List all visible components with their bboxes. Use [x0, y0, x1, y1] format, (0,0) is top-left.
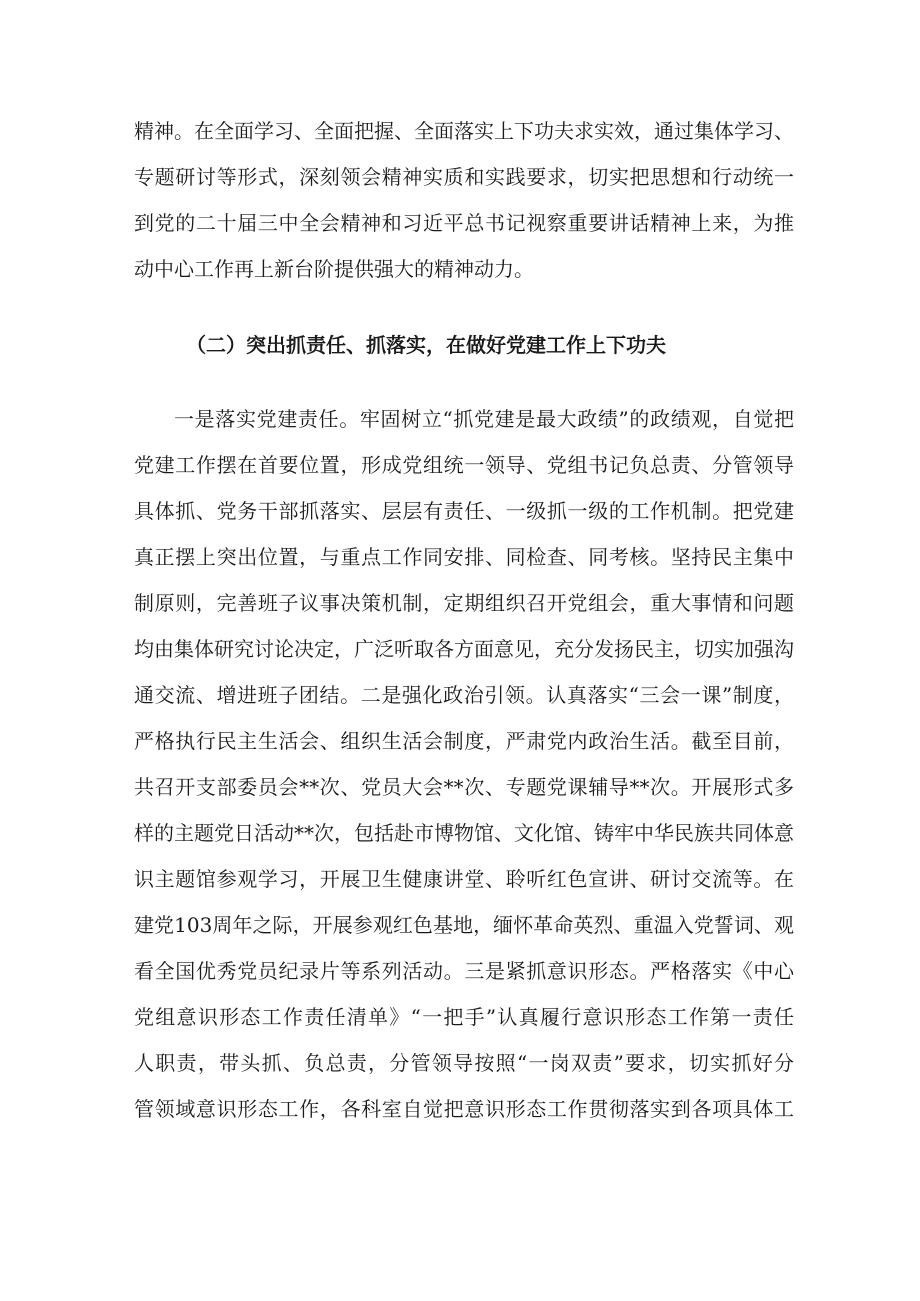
body-line: 样的主题党日活动**次，包括赴市博物馆、文化馆、铸牢中华民族共同体意	[134, 821, 794, 845]
body-line: 真正摆上突出位置，与重点工作同安排、同检查、同考核。坚持民主集中	[134, 545, 794, 569]
body-line: 建党103周年之际，开展参观红色基地，缅怀革命英烈、重温入党誓词、观	[134, 913, 794, 937]
body-line: 严格执行民主生活会、组织生活会制度，严肃党内政治生活。截至目前，	[134, 729, 794, 753]
body-line: 识主题馆参观学习，开展卫生健康讲堂、聆听红色宣讲、研讨交流等。在	[134, 867, 794, 891]
section-heading: （二）突出抓责任、抓落实，在做好党建工作上下功夫	[186, 333, 666, 357]
body-line: 党组意识形态工作责任清单》“一把手”认真履行意识形态工作第一责任	[134, 1005, 794, 1029]
body-line: 精神。在全面学习、全面把握、全面落实上下功夫求实效，通过集体学习、	[134, 119, 794, 143]
body-line: 看全国优秀党员纪录片等系列活动。三是紧抓意识形态。严格落实《中心	[134, 959, 794, 983]
body-line: 人职责，带头抓、负总责，分管领导按照“一岗双责”要求，切实抓好分	[134, 1051, 794, 1075]
body-line: 党建工作摆在首要位置，形成党组统一领导、党组书记负总责、分管领导	[134, 453, 794, 477]
body-line: 通交流、增进班子团结。二是强化政治引领。认真落实“三会一课”制度，	[134, 683, 794, 707]
body-line: 管领域意识形态工作，各科室自觉把意识形态工作贯彻落实到各项具体工	[134, 1097, 794, 1121]
body-line: 一是落实党建责任。牢固树立“抓党建是最大政绩”的政绩观，自觉把	[174, 407, 794, 431]
body-line: 动中心工作再上新台阶提供强大的精神动力。	[134, 257, 534, 281]
body-line: 均由集体研究讨论决定，广泛听取各方面意见，充分发扬民主，切实加强沟	[134, 637, 794, 661]
body-line: 到党的二十届三中全会精神和习近平总书记视察重要讲话精神上来，为推	[134, 211, 794, 235]
body-line: 专题研讨等形式，深刻领会精神实质和实践要求，切实把思想和行动统一	[134, 165, 794, 189]
body-line: 共召开支部委员会**次、党员大会**次、专题党课辅导**次。开展形式多	[134, 775, 794, 799]
body-line: 制原则，完善班子议事决策机制，定期组织召开党组会，重大事情和问题	[134, 591, 794, 615]
body-line: 具体抓、党务干部抓落实、层层有责任、一级抓一级的工作机制。把党建	[134, 499, 794, 523]
